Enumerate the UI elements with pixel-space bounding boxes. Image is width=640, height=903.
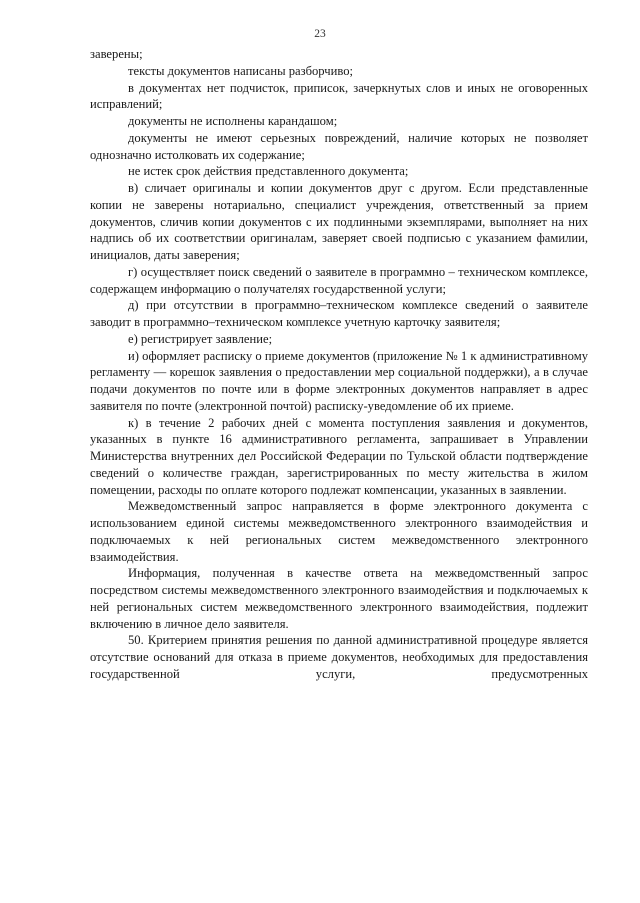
paragraph: е) регистрирует заявление;	[128, 331, 273, 346]
paragraph: в) сличает оригиналы и копии документов друг с другом. Если представленные копии не заверены нотариально, специалист учреждения, ответственный за прием документов, сличив копии документов с их подлинными экземплярами, выполняет на них надпись об их соответствии оригиналам, заверяет своей подписью с указанием фамилии, инициалов, даты заверения;	[90, 181, 588, 262]
paragraph: и) оформляет расписку о приеме документов (приложение № 1 к административному регламенту — корешок заявления о предоставлении мер социальной поддержки), а в случае подачи документов по почте или в форме электронных документов направляет в адрес заявителя по почте (электронной почтой) расписку-уведомление об их приеме.	[90, 348, 588, 413]
paragraph: Информация, полученная в качестве ответа на межведомственный запрос посредством системы межведомственного электронного взаимодействия и подключаемых к ней региональных систем межведомственного электронного взаимодействия, подлежит включению в личное дело заявителя.	[90, 566, 588, 631]
paragraph: документы не исполнены карандашом;	[128, 114, 338, 128]
paragraph: г) осуществляет поиск сведений о заявителе в программно – техническом комплексе, содержащем информацию о получателях государственной услуги;	[90, 264, 588, 296]
paragraph: тексты документов написаны разборчиво;	[128, 63, 354, 78]
paragraph: д) при отсутствии в программно–техническом комплексе сведений о заявителе заводит в программно–техническом комплексе учетную карточку заявителя;	[90, 298, 588, 329]
paragraph: документы не имеют серьезных повреждений, наличие которых не позволяет однозначно истолковать их содержание;	[90, 130, 588, 162]
page-number: 23	[314, 28, 326, 40]
paragraph: заверены;	[90, 47, 143, 61]
paragraph: не истек срок действия представленного документа;	[128, 164, 409, 179]
paragraph: 50. Критерием принятия решения по данной административной процедуре является отсутствие оснований для отказа в приеме документов, необходимых для предоставления государственной услуги, предусмотренных	[90, 633, 588, 681]
paragraph: Межведомственный запрос направляется в форме электронного документа с использованием единой системы межведомственного электронного взаимодействия и подключаемых к ней региональных систем межведомственного электронного взаимодействия.	[90, 499, 588, 564]
document-body	[90, 46, 588, 683]
paragraph: к) в течение 2 рабочих дней с момента поступления заявления и документов, указанных в пункте 16 административного регламента, запрашивает в Управлении Министерства внутренних дел Российской Федерации по Тульской области подтверждение сведений о количестве граждан, зарегистрированных по месту жительства в жилом помещении, расходы по оплате которого подлежат компенсации, указанных в заявлении.	[90, 415, 588, 497]
paragraph: в документах нет подчисток, приписок, зачеркнутых слов и иных не оговоренных исправлений;	[90, 80, 588, 112]
